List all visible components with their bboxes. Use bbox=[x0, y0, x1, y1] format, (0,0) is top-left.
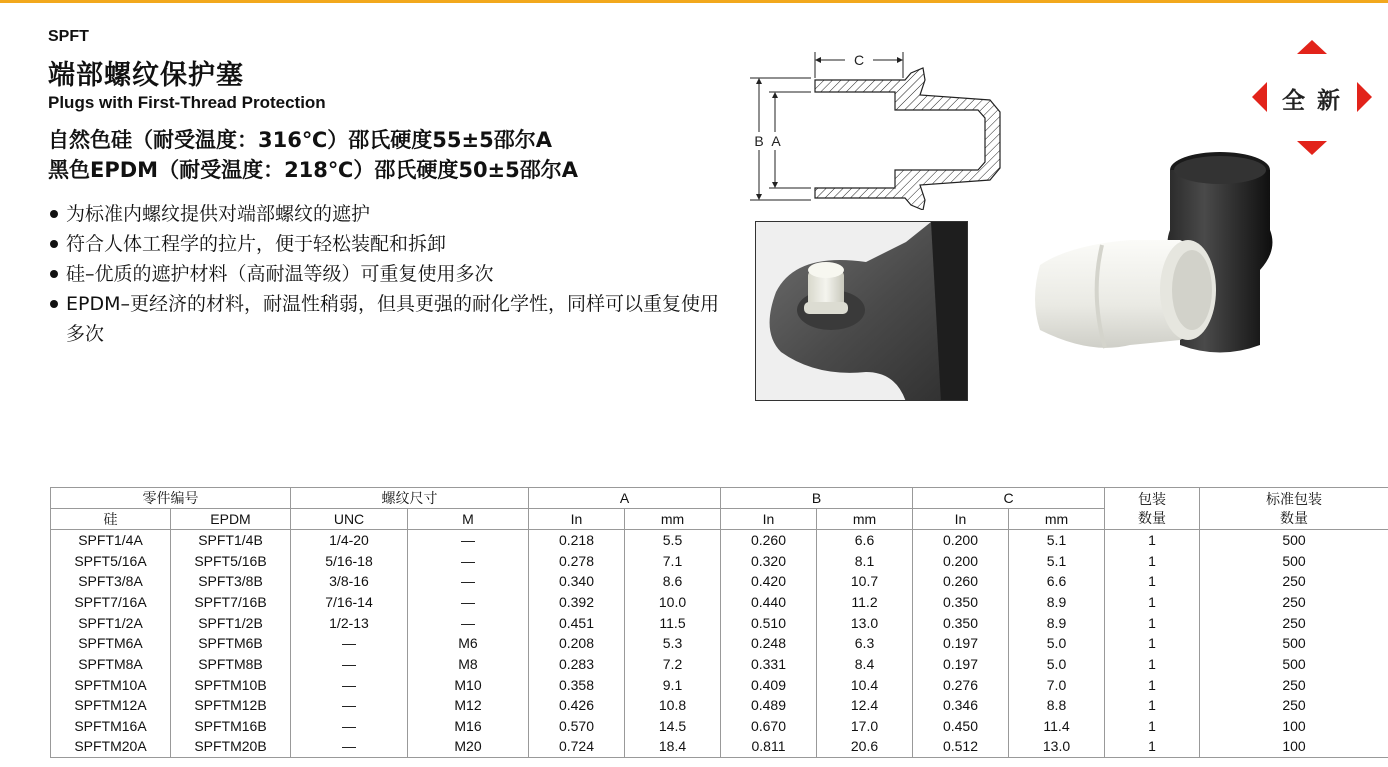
cell-pack-qty: 1 bbox=[1105, 530, 1200, 551]
cell-a-mm: 14.5 bbox=[625, 716, 721, 737]
cell-a-in: 0.340 bbox=[529, 571, 625, 592]
cell-b-mm: 8.4 bbox=[817, 654, 913, 675]
cell-std-pack-qty: 250 bbox=[1200, 571, 1388, 592]
cell-pack-qty: 1 bbox=[1105, 550, 1200, 571]
table-row bbox=[51, 633, 1388, 654]
material-spec-epdm: 黑色EPDM（耐受温度：218℃）邵氏硬度50±5邵尔A bbox=[48, 158, 579, 182]
cell-b-mm: 17.0 bbox=[817, 716, 913, 737]
header-part-number: 零件编号 bbox=[51, 488, 291, 509]
plug-top bbox=[808, 262, 844, 278]
cell-std-pack-qty: 250 bbox=[1200, 674, 1388, 695]
cell-thread-m: — bbox=[408, 530, 529, 551]
arrow-icon bbox=[756, 194, 762, 200]
cell-b-mm: 10.7 bbox=[817, 571, 913, 592]
cell-c-mm: 11.4 bbox=[1009, 716, 1105, 737]
table-row bbox=[51, 530, 1388, 551]
subheader-b-mm: mm bbox=[817, 509, 913, 530]
cell-c-mm: 5.1 bbox=[1009, 530, 1105, 551]
cell-b-in: 0.670 bbox=[721, 716, 817, 737]
cell-a-mm: 10.0 bbox=[625, 592, 721, 613]
subheader-silicone: 硅 bbox=[51, 509, 171, 530]
subheader-c-mm: mm bbox=[1009, 509, 1105, 530]
feature-text: 符合人体工程学的拉片，便于轻松装配和拆卸 bbox=[66, 233, 447, 255]
page-subtitle: Plugs with First-Thread Protection bbox=[48, 93, 326, 112]
cell-c-mm: 8.9 bbox=[1009, 612, 1105, 633]
cell-thread-unc: — bbox=[291, 674, 408, 695]
cell-part-silicone: SPFTM16A bbox=[51, 716, 171, 737]
feature-item bbox=[48, 229, 728, 259]
cell-part-epdm: SPFT5/16B bbox=[171, 550, 291, 571]
cell-thread-m: M12 bbox=[408, 695, 529, 716]
cell-c-mm: 8.9 bbox=[1009, 592, 1105, 613]
bullet-icon bbox=[50, 210, 58, 218]
table-row bbox=[51, 571, 1388, 592]
cell-pack-qty: 1 bbox=[1105, 736, 1200, 757]
cell-part-silicone: SPFT1/2A bbox=[51, 612, 171, 633]
cell-a-in: 0.283 bbox=[529, 654, 625, 675]
accent-top-bar bbox=[0, 0, 1388, 3]
cell-b-in: 0.320 bbox=[721, 550, 817, 571]
cell-a-mm: 10.8 bbox=[625, 695, 721, 716]
cell-thread-m: M6 bbox=[408, 633, 529, 654]
cell-thread-m: — bbox=[408, 612, 529, 633]
cell-b-in: 0.331 bbox=[721, 654, 817, 675]
cell-a-mm: 8.6 bbox=[625, 571, 721, 592]
feature-list bbox=[48, 199, 728, 349]
cell-c-mm: 7.0 bbox=[1009, 674, 1105, 695]
bullet-icon bbox=[50, 300, 58, 308]
cell-thread-unc: — bbox=[291, 633, 408, 654]
cell-a-mm: 7.2 bbox=[625, 654, 721, 675]
table-row bbox=[51, 695, 1388, 716]
subheader-c-in: In bbox=[913, 509, 1009, 530]
cell-part-silicone: SPFT5/16A bbox=[51, 550, 171, 571]
series-code: SPFT bbox=[48, 28, 89, 45]
cell-c-mm: 8.8 bbox=[1009, 695, 1105, 716]
cell-part-epdm: SPFTM6B bbox=[171, 633, 291, 654]
cell-part-silicone: SPFT1/4A bbox=[51, 530, 171, 551]
arrow-down-icon bbox=[1297, 141, 1327, 155]
cell-a-mm: 9.1 bbox=[625, 674, 721, 695]
cell-part-silicone: SPFT7/16A bbox=[51, 592, 171, 613]
cell-c-in: 0.350 bbox=[913, 612, 1009, 633]
cell-part-epdm: SPFTM10B bbox=[171, 674, 291, 695]
feature-item bbox=[48, 199, 728, 229]
cell-a-mm: 7.1 bbox=[625, 550, 721, 571]
cell-c-in: 0.260 bbox=[913, 571, 1009, 592]
header-a: A bbox=[529, 488, 721, 509]
cell-b-mm: 8.1 bbox=[817, 550, 913, 571]
cell-a-mm: 5.5 bbox=[625, 530, 721, 551]
cell-thread-unc: 5/16-18 bbox=[291, 550, 408, 571]
cell-a-in: 0.278 bbox=[529, 550, 625, 571]
cell-thread-m: — bbox=[408, 592, 529, 613]
cell-part-epdm: SPFTM12B bbox=[171, 695, 291, 716]
cell-a-mm: 18.4 bbox=[625, 736, 721, 757]
application-photo bbox=[755, 221, 968, 401]
table-row bbox=[51, 550, 1388, 571]
table-row bbox=[51, 592, 1388, 613]
subheader-epdm: EPDM bbox=[171, 509, 291, 530]
subheader-a-mm: mm bbox=[625, 509, 721, 530]
table-body bbox=[51, 530, 1388, 758]
table-row bbox=[51, 716, 1388, 737]
hatched-body bbox=[815, 68, 1000, 210]
cell-std-pack-qty: 500 bbox=[1200, 530, 1388, 551]
cell-c-in: 0.512 bbox=[913, 736, 1009, 757]
subheader-a-in: In bbox=[529, 509, 625, 530]
dim-label-a: A bbox=[771, 133, 781, 149]
new-badge-label: 全 新 bbox=[1281, 88, 1342, 114]
subheader-unc: UNC bbox=[291, 509, 408, 530]
cell-b-in: 0.260 bbox=[721, 530, 817, 551]
cell-b-mm: 13.0 bbox=[817, 612, 913, 633]
dimension-lines bbox=[750, 52, 903, 200]
product-photo bbox=[1010, 150, 1280, 380]
cell-b-mm: 11.2 bbox=[817, 592, 913, 613]
header-thread-size: 螺纹尺寸 bbox=[291, 488, 529, 509]
cell-thread-unc: 3/8-16 bbox=[291, 571, 408, 592]
cell-b-mm: 6.3 bbox=[817, 633, 913, 654]
cell-c-in: 0.197 bbox=[913, 633, 1009, 654]
header-c: C bbox=[913, 488, 1105, 509]
cell-std-pack-qty: 250 bbox=[1200, 695, 1388, 716]
cell-a-in: 0.570 bbox=[529, 716, 625, 737]
cell-c-in: 0.200 bbox=[913, 550, 1009, 571]
cell-thread-m: M16 bbox=[408, 716, 529, 737]
cell-a-mm: 11.5 bbox=[625, 612, 721, 633]
cell-b-mm: 10.4 bbox=[817, 674, 913, 695]
subheader-m: M bbox=[408, 509, 529, 530]
cell-std-pack-qty: 500 bbox=[1200, 633, 1388, 654]
dim-label-b: B bbox=[754, 133, 764, 149]
cell-c-in: 0.346 bbox=[913, 695, 1009, 716]
cell-thread-m: M8 bbox=[408, 654, 529, 675]
cell-part-silicone: SPFTM8A bbox=[51, 654, 171, 675]
bullet-icon bbox=[50, 270, 58, 278]
header-b: B bbox=[721, 488, 913, 509]
feature-text: 硅–优质的遮护材料（高耐温等级）可重复使用多次 bbox=[66, 263, 494, 285]
header-std-pack-qty bbox=[1200, 488, 1388, 530]
cell-c-mm: 5.0 bbox=[1009, 654, 1105, 675]
cell-pack-qty: 1 bbox=[1105, 592, 1200, 613]
plug-flange bbox=[804, 302, 848, 314]
cell-c-mm: 6.6 bbox=[1009, 571, 1105, 592]
cell-pack-qty: 1 bbox=[1105, 612, 1200, 633]
cell-b-in: 0.489 bbox=[721, 695, 817, 716]
cell-part-epdm: SPFTM20B bbox=[171, 736, 291, 757]
cell-a-in: 0.208 bbox=[529, 633, 625, 654]
cell-c-in: 0.200 bbox=[913, 530, 1009, 551]
cell-a-in: 0.358 bbox=[529, 674, 625, 695]
cell-thread-unc: 7/16-14 bbox=[291, 592, 408, 613]
spec-table bbox=[50, 487, 1388, 758]
cell-c-mm: 5.1 bbox=[1009, 550, 1105, 571]
application-photo-art bbox=[756, 222, 968, 401]
arrow-icon bbox=[815, 57, 821, 63]
cell-part-silicone: SPFTM12A bbox=[51, 695, 171, 716]
cell-pack-qty: 1 bbox=[1105, 674, 1200, 695]
cell-part-silicone: SPFTM20A bbox=[51, 736, 171, 757]
cell-c-in: 0.276 bbox=[913, 674, 1009, 695]
cell-b-in: 0.510 bbox=[721, 612, 817, 633]
cell-thread-m: — bbox=[408, 571, 529, 592]
cell-pack-qty: 1 bbox=[1105, 716, 1200, 737]
cell-thread-unc: — bbox=[291, 716, 408, 737]
cell-pack-qty: 1 bbox=[1105, 695, 1200, 716]
feature-item bbox=[48, 289, 728, 349]
cell-thread-m: M20 bbox=[408, 736, 529, 757]
cell-part-silicone: SPFT3/8A bbox=[51, 571, 171, 592]
cell-a-in: 0.724 bbox=[529, 736, 625, 757]
cell-part-epdm: SPFT3/8B bbox=[171, 571, 291, 592]
cell-thread-unc: — bbox=[291, 736, 408, 757]
arrow-icon bbox=[897, 57, 903, 63]
arrow-icon bbox=[772, 182, 778, 188]
arrow-up-icon bbox=[1297, 40, 1327, 54]
cell-pack-qty: 1 bbox=[1105, 654, 1200, 675]
table-row bbox=[51, 654, 1388, 675]
arrow-icon bbox=[772, 92, 778, 98]
cell-b-mm: 6.6 bbox=[817, 530, 913, 551]
table-row bbox=[51, 674, 1388, 695]
cell-part-silicone: SPFTM6A bbox=[51, 633, 171, 654]
cell-pack-qty: 1 bbox=[1105, 571, 1200, 592]
cell-b-in: 0.811 bbox=[721, 736, 817, 757]
cell-std-pack-qty: 250 bbox=[1200, 612, 1388, 633]
cell-std-pack-qty: 500 bbox=[1200, 550, 1388, 571]
cell-b-in: 0.420 bbox=[721, 571, 817, 592]
header-pack-qty-text: 包装 数量 bbox=[1138, 490, 1166, 526]
cell-c-mm: 5.0 bbox=[1009, 633, 1105, 654]
cell-std-pack-qty: 100 bbox=[1200, 736, 1388, 757]
cell-std-pack-qty: 100 bbox=[1200, 716, 1388, 737]
cell-std-pack-qty: 500 bbox=[1200, 654, 1388, 675]
cell-part-epdm: SPFT7/16B bbox=[171, 592, 291, 613]
cell-b-mm: 12.4 bbox=[817, 695, 913, 716]
cell-b-in: 0.409 bbox=[721, 674, 817, 695]
dim-label-c: C bbox=[853, 52, 865, 68]
cell-b-in: 0.248 bbox=[721, 633, 817, 654]
page-title: 端部螺纹保护塞 bbox=[48, 60, 244, 91]
feature-text: 为标准内螺纹提供对端部螺纹的遮护 bbox=[66, 203, 371, 225]
cell-thread-m: — bbox=[408, 550, 529, 571]
cell-thread-unc: — bbox=[291, 654, 408, 675]
arrow-icon bbox=[756, 78, 762, 84]
silicone-plug-image bbox=[1035, 240, 1216, 348]
cell-thread-unc: 1/4-20 bbox=[291, 530, 408, 551]
arrow-left-icon bbox=[1252, 82, 1267, 112]
cell-c-in: 0.197 bbox=[913, 654, 1009, 675]
material-spec-silicone: 自然色硅（耐受温度：316℃）邵氏硬度55±5邵尔A bbox=[48, 128, 552, 152]
cell-b-in: 0.440 bbox=[721, 592, 817, 613]
table-row bbox=[51, 736, 1388, 757]
cell-part-silicone: SPFTM10A bbox=[51, 674, 171, 695]
cell-b-mm: 20.6 bbox=[817, 736, 913, 757]
cell-thread-unc: 1/2-13 bbox=[291, 612, 408, 633]
cell-c-in: 0.450 bbox=[913, 716, 1009, 737]
feature-item bbox=[48, 259, 728, 289]
cell-std-pack-qty: 250 bbox=[1200, 592, 1388, 613]
header-pack-qty bbox=[1105, 488, 1200, 530]
cell-part-epdm: SPFT1/2B bbox=[171, 612, 291, 633]
cell-a-in: 0.392 bbox=[529, 592, 625, 613]
plug-cross-section bbox=[815, 68, 1000, 210]
cell-part-epdm: SPFT1/4B bbox=[171, 530, 291, 551]
header-std-pack-qty-text: 标准包装 数量 bbox=[1266, 490, 1322, 526]
cell-a-in: 0.218 bbox=[529, 530, 625, 551]
cell-thread-m: M10 bbox=[408, 674, 529, 695]
cell-c-in: 0.350 bbox=[913, 592, 1009, 613]
cell-a-in: 0.451 bbox=[529, 612, 625, 633]
cross-section-diagram bbox=[745, 40, 1015, 210]
cell-part-epdm: SPFTM16B bbox=[171, 716, 291, 737]
cell-thread-unc: — bbox=[291, 695, 408, 716]
cell-c-mm: 13.0 bbox=[1009, 736, 1105, 757]
bullet-icon bbox=[50, 240, 58, 248]
feature-text: EPDM–更经济的材料，耐温性稍弱，但具更强的耐化学性，同样可以重复使用多次 bbox=[66, 293, 719, 345]
table-row bbox=[51, 612, 1388, 633]
subheader-b-in: In bbox=[721, 509, 817, 530]
cell-a-mm: 5.3 bbox=[625, 633, 721, 654]
arrow-right-icon bbox=[1357, 82, 1372, 112]
cell-part-epdm: SPFTM8B bbox=[171, 654, 291, 675]
new-badge bbox=[1252, 40, 1372, 155]
cell-a-in: 0.426 bbox=[529, 695, 625, 716]
cell-pack-qty: 1 bbox=[1105, 633, 1200, 654]
